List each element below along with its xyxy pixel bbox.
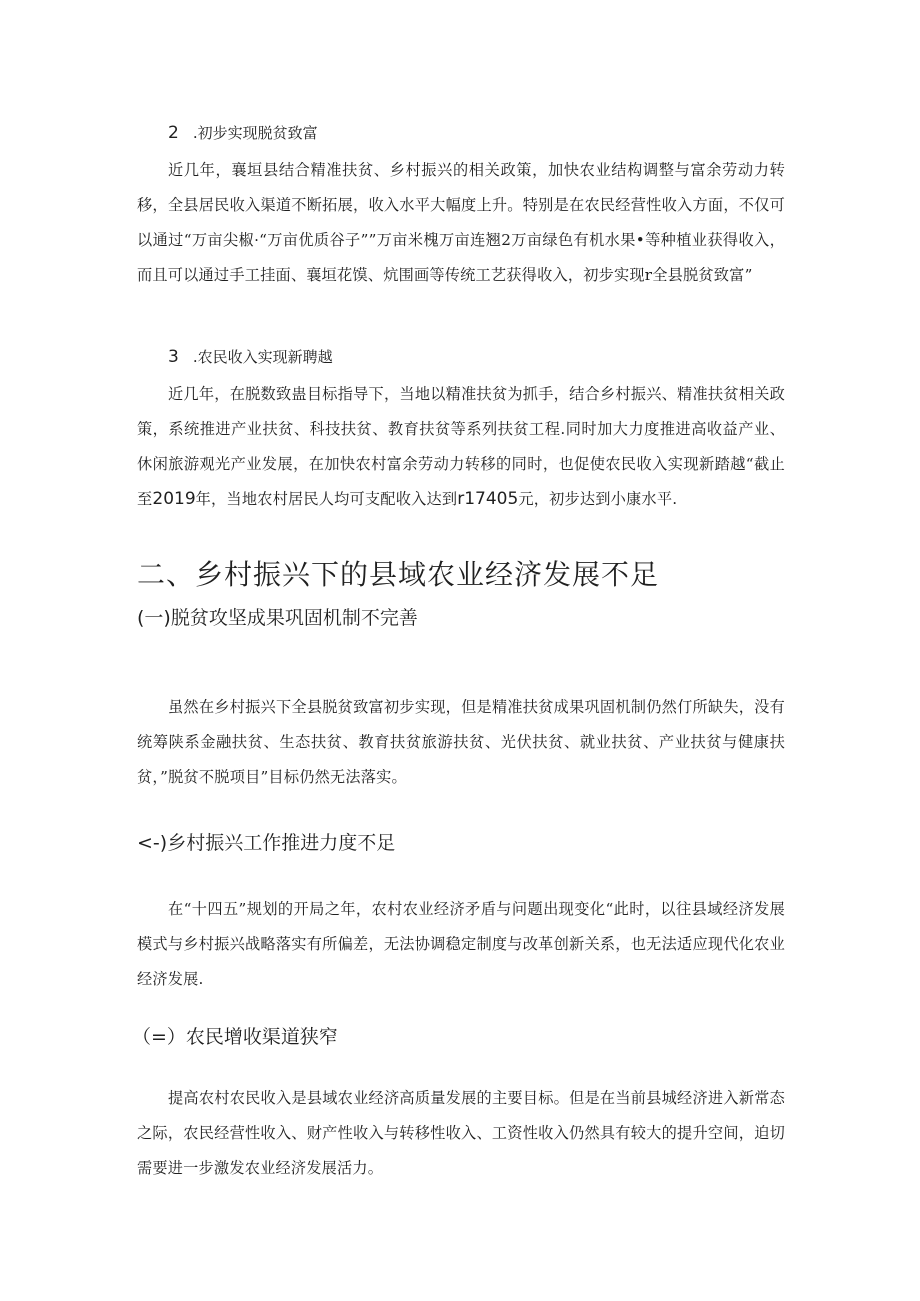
paragraph-2-text-a: 近几年，在脱数致蛊目标指导下，当地以精准扶贫为抓手，结合乡村振兴、精准扶贫相关政策，系统推进产业扶贫、科技扶贫、教育扶贫等系列扶贫工程.同时加大力度推进高收益产业、休闲旅游观光产业发展，在加快农村富余劳动力转移的同时，也促使农民收入实现新踏越“截止至 [137, 385, 785, 508]
heading-3-text: .农民收入实现新聘越 [192, 348, 333, 366]
paragraph-2 [137, 377, 785, 517]
subsection-1-title: (一)脱贫攻坚成果巩固机制不完善 [137, 607, 418, 629]
paragraph-2-amount: r17405 [457, 489, 519, 509]
heading-2-text: .初步实现脱贫致富 [192, 124, 318, 142]
paragraph-2-year: 2019 [152, 489, 196, 509]
section-title: 二、乡村振兴下的县域农业经济发展不足 [137, 558, 660, 591]
heading-2-number: 2 [168, 123, 179, 143]
paragraph-1: 近几年，襄垣县结合精准扶贫、乡村振兴的相关政策，加快农业结构调整与富余劳动力转移，全县居民收入渠道不断拓展，收入水平大幅度上升。特别是在农民经营性收入方面，不仅可以通过“万亩尖椒·“万亩优质谷子””万亩米槐万亩连翘2万亩绿色有机水果•等种植业获得收入，而且可以通过手工挂面、襄垣花馍、炕围画等传统工艺获得收入，初步实现r全县脱贫致富” [137, 161, 785, 284]
subsection-1-paragraph: 虽然在乡村振兴下全县脱贫致富初步实现，但是精准扶贫成果巩固机制仍然仃所缺失，没有统筹陕系金融扶贫、生态扶贫、教育扶贫旅游扶贫、光伏扶贫、就业扶贫、产业扶贫与健康扶贫，”脱贫不脱项目”目标仍然无法落实。 [137, 698, 785, 786]
paragraph-2-text-b: 年，当地农村居民人均可支配收入达到 [195, 490, 458, 508]
subsection-2-title: <-)乡村振兴工作推进力度不足 [137, 832, 396, 854]
heading-3-number: 3 [168, 347, 179, 367]
subsection-3-title: （=）农民增收渠道狭窄 [132, 1026, 338, 1048]
subsection-2-paragraph: 在“十四五”规划的开局之年，农村农业经济矛盾与问题出现变化“此时，以往县域经济发展模式与乡村振兴战略落实有所偏差，无法协调稳定制度与改革创新关系，也无法适应现代化农业经济发展. [137, 900, 785, 988]
subsection-3-paragraph: 提高农村农民收入是县域农业经济高质量发展的主要目标。但是在当前县城经济进入新常态之际，农民经营性收入、财产性收入与转移性收入、工资性收入仍然具有较大的提升空间，迫切需要进一步激发农业经济发展活力。 [137, 1089, 785, 1177]
heading-2 [168, 121, 318, 145]
paragraph-2-text-c: 元，初步达到小康水平. [518, 490, 678, 508]
heading-3 [168, 345, 333, 369]
